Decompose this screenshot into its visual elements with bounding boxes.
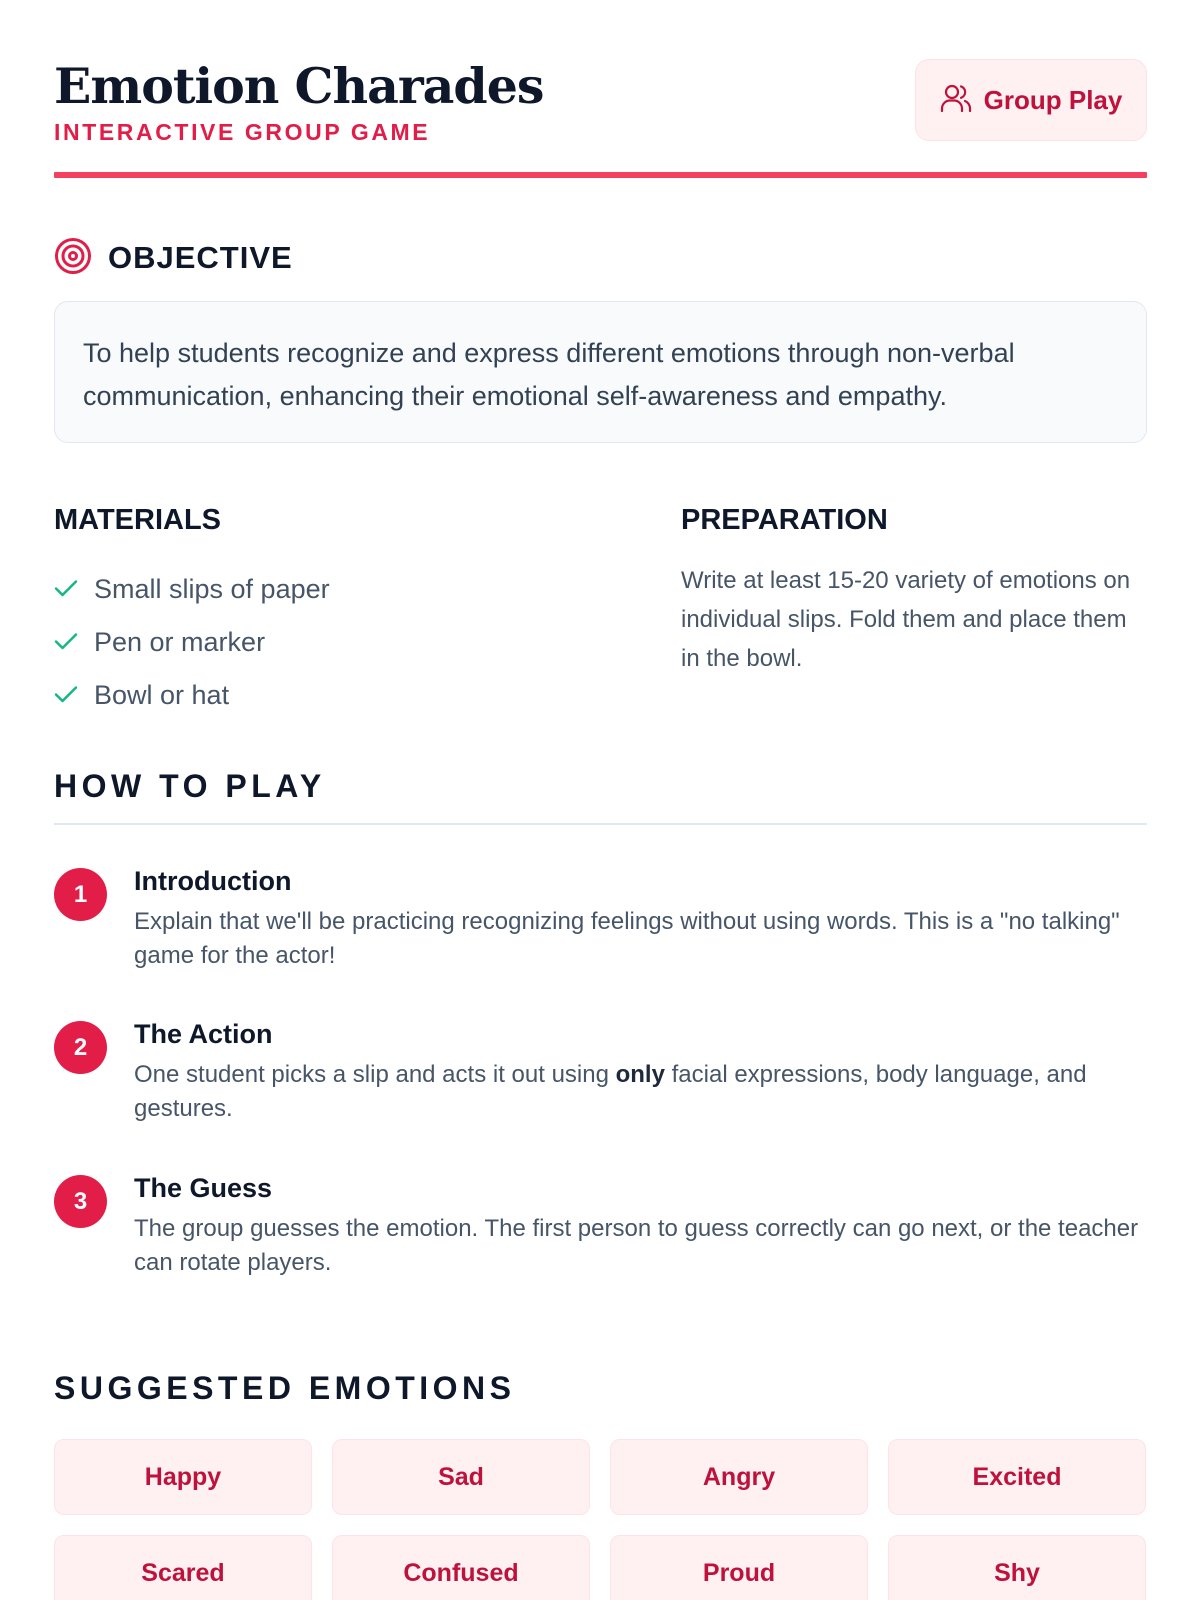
materials-heading: MATERIALS — [54, 504, 222, 536]
list-item — [54, 616, 574, 669]
step-title: The Guess — [134, 1173, 273, 1203]
material-label: Bowl or hat — [94, 680, 230, 710]
step-description: Explain that we'll be practicing recognizing feelings without using words. This is a "no talking" game for the actor! — [134, 908, 1120, 969]
suggested-emotions-heading: SUGGESTED EMOTIONS — [54, 1370, 516, 1406]
emotion-chip-confused[interactable]: Confused — [332, 1535, 590, 1600]
group-play-button[interactable] — [915, 59, 1147, 141]
check-icon — [54, 627, 78, 658]
step-number: 3 — [54, 1175, 107, 1228]
page-subtitle: INTERACTIVE GROUP GAME — [54, 119, 431, 145]
step-description-start: One student picks a slip and acts it out using — [134, 1061, 616, 1088]
check-icon — [54, 680, 78, 711]
emotion-chip-angry[interactable]: Angry — [610, 1439, 868, 1515]
step-description-emphasis: only — [615, 1061, 665, 1088]
list-item — [54, 669, 574, 722]
step-number: 2 — [54, 1021, 107, 1074]
emotion-chip-shy[interactable]: Shy — [888, 1535, 1146, 1600]
objective-heading-text: OBJECTIVE — [108, 240, 293, 275]
objective-text: To help students recognize and express different emotions through non-verbal communication, enhancing their emotional self-awareness and empathy. — [83, 338, 1015, 411]
emotion-chip-sad[interactable]: Sad — [332, 1439, 590, 1515]
how-to-play-heading: HOW TO PLAY — [54, 768, 326, 804]
step-description: The group guesses the emotion. The first person to guess correctly can go next, or the teacher can rotate players. — [134, 1215, 1139, 1276]
emotion-chip-scared[interactable]: Scared — [54, 1535, 312, 1600]
objective-heading — [54, 236, 293, 280]
material-label: Small slips of paper — [94, 574, 330, 604]
objective-box — [54, 301, 1147, 443]
step-title: Introduction — [134, 866, 292, 896]
emotions-grid — [54, 1439, 1147, 1600]
header — [54, 56, 1147, 146]
step-number: 1 — [54, 868, 107, 921]
page-title: Emotion Charades — [54, 57, 544, 115]
how-to-play-divider — [54, 823, 1147, 825]
step-description-end: facial expressions, body language, and gestures. — [134, 1061, 1087, 1122]
check-icon — [54, 574, 78, 605]
users-icon — [940, 83, 972, 118]
header-divider — [54, 172, 1147, 178]
emotion-chip-excited[interactable]: Excited — [888, 1439, 1146, 1515]
step-title: The Action — [134, 1019, 273, 1049]
preparation-heading: PREPARATION — [681, 504, 888, 536]
list-item — [54, 563, 574, 616]
material-label: Pen or marker — [94, 627, 266, 657]
emotion-chip-happy[interactable]: Happy — [54, 1439, 312, 1515]
group-play-label: Group Play — [983, 84, 1123, 115]
preparation-text: Write at least 15-20 variety of emotions on individual slips. Fold them and place them in the bowl. — [681, 567, 1131, 672]
activity-page — [54, 0, 1147, 1600]
target-icon — [54, 237, 92, 280]
step-description — [134, 1058, 1147, 1126]
materials-list — [54, 563, 574, 722]
emotion-chip-proud[interactable]: Proud — [610, 1535, 868, 1600]
